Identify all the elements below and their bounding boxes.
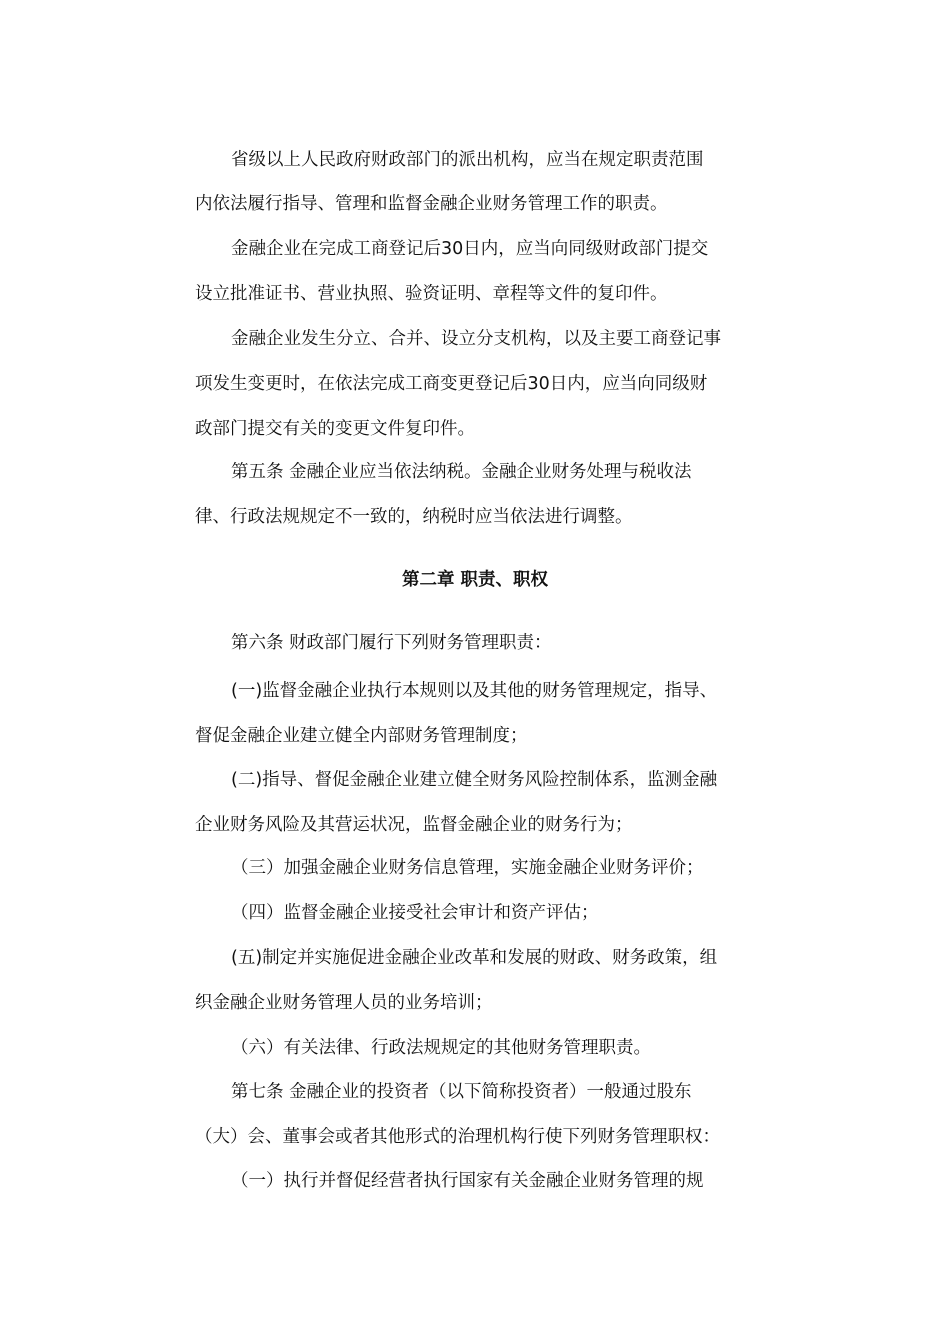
list-item-line: （六）有关法律、行政法规规定的其他财务管理职责。 bbox=[231, 1038, 651, 1058]
list-item-line: （四）监督金融企业接受社会审计和资产评估； bbox=[231, 903, 599, 923]
article-line: 第六条 财政部门履行下列财务管理职责： bbox=[231, 633, 552, 653]
paragraph-line: 省级以上人民政府财政部门的派出机构，应当在规定职责范围 bbox=[231, 150, 704, 170]
list-item-line: 企业财务风险及其营运状况，监督金融企业的财务行为； bbox=[195, 815, 633, 835]
list-item-line: （一）执行并督促经营者执行国家有关金融企业财务管理的规 bbox=[231, 1171, 704, 1191]
article-line: 第五条 金融企业应当依法纳税。金融企业财务处理与税收法 bbox=[231, 462, 692, 482]
list-item-line: 督促金融企业建立健全内部财务管理制度； bbox=[195, 726, 528, 746]
paragraph-line: 内依法履行指导、管理和监督金融企业财务管理工作的职责。 bbox=[195, 194, 668, 214]
paragraph-line: 项发生变更时，在依法完成工商变更登记后30日内，应当向同级财 bbox=[195, 374, 708, 394]
chapter-heading: 第二章 职责、职权 bbox=[401, 570, 549, 590]
list-item-line: (一)监督金融企业执行本规则以及其他的财务管理规定，指导、 bbox=[231, 681, 718, 701]
paragraph-line: 金融企业在完成工商登记后30日内，应当向同级财政部门提交 bbox=[231, 239, 709, 259]
paragraph-line: 律、行政法规规定不一致的，纳税时应当依法进行调整。 bbox=[195, 507, 633, 527]
list-item-line: 织金融企业财务管理人员的业务培训； bbox=[195, 993, 493, 1013]
list-item-line: (五)制定并实施促进金融企业改革和发展的财政、财务政策，组 bbox=[231, 948, 718, 968]
list-item-line: (二)指导、督促金融企业建立健全财务风险控制体系，监测金融 bbox=[231, 770, 718, 790]
list-item-line: （三）加强金融企业财务信息管理，实施金融企业财务评价； bbox=[231, 858, 704, 878]
article-line: 第七条 金融企业的投资者（以下简称投资者）一般通过股东 bbox=[231, 1082, 692, 1102]
paragraph-line: （大）会、董事会或者其他形式的治理机构行使下列财务管理职权： bbox=[195, 1127, 720, 1147]
paragraph-line: 政部门提交有关的变更文件复印件。 bbox=[195, 419, 475, 439]
paragraph-line: 金融企业发生分立、合并、设立分支机构，以及主要工商登记事 bbox=[231, 329, 721, 349]
paragraph-line: 设立批准证书、营业执照、验资证明、章程等文件的复印件。 bbox=[195, 284, 668, 304]
